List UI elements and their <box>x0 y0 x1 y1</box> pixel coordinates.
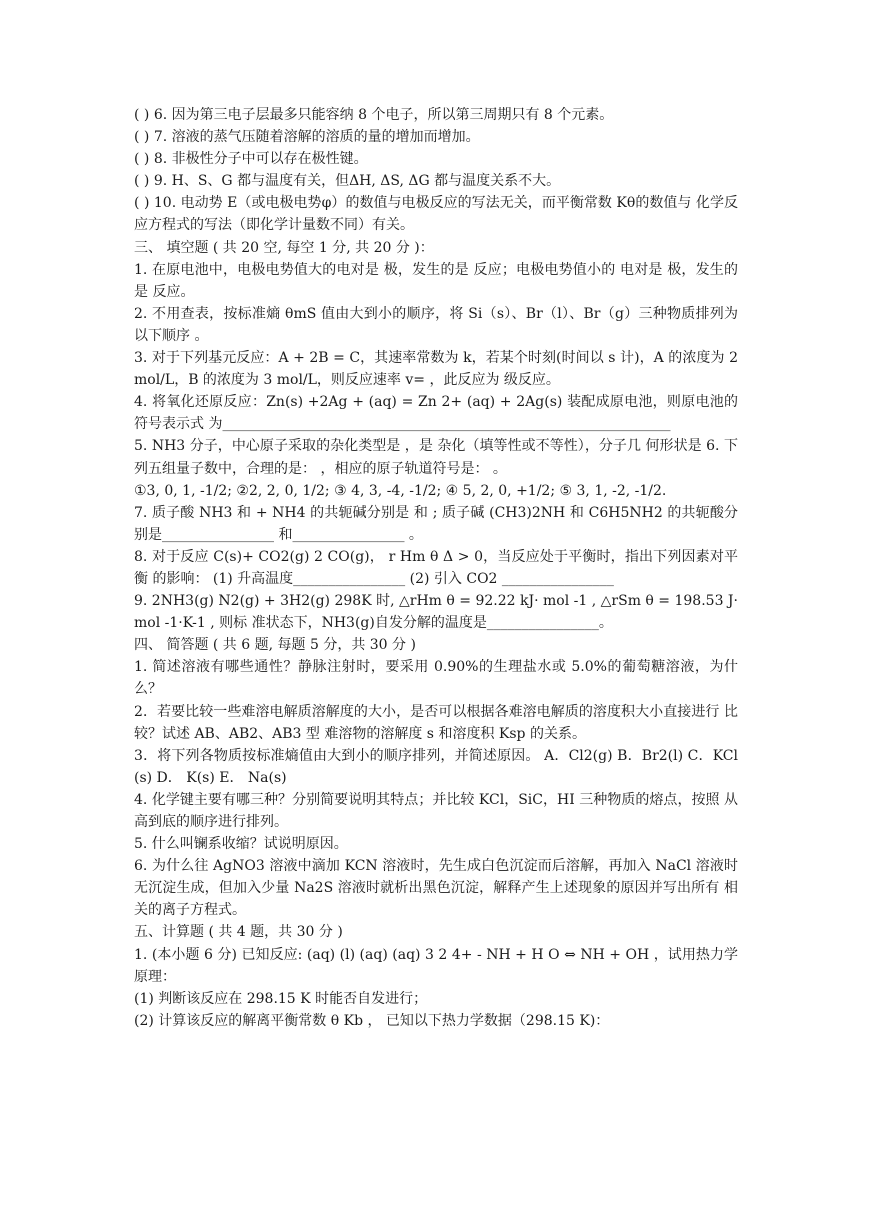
true-false-item-6: ( ) 6. 因为第三电子层最多只能容纳 8 个电子，所以第三周期只有 8 个元素。 <box>134 107 614 123</box>
true-false-item-7: ( ) 7. 溶液的蒸气压随着溶解的溶质的量的增加而增加。 <box>134 129 480 146</box>
fill-in-question-5-6: 5. NH3 分子，中心原子采取的杂化类型是 ，是 杂化（填等性或不等性），分子几 何形状是 6. 下列五组量子数中，合理的是： ，相应的原子轨道符号是： 。 <box>134 438 738 477</box>
document-body <box>134 104 738 1032</box>
section-heading-short-answer: 四、 简答题 ( 共 6 题, 每题 5 分，共 30 分 ) <box>134 637 416 654</box>
short-answer-question-2: 2．若要比较一些难溶电解质溶解度的大小，是否可以根据各难溶电解质的溶度积大小直接进行 比较？试述 AB、AB2、AB3 型 难溶物的溶解度 s 和溶度积 Ksp 的关系。 <box>134 703 738 742</box>
fill-in-question-8: 8. 对于反应 C(s)+ CO2(g) 2 CO(g)， r Hm θ Δ > 0，当反应处于平衡时，指出下列因素对平衡 的影响： (1) 升高温度________________ (2) 引入 CO2 ________________ <box>134 548 738 587</box>
fill-in-question-1: 1. 在原电池中，电极电势值大的电对是 极，发生的是 反应；电极电势值小的 电对是 极，发生的是 反应。 <box>134 261 738 300</box>
true-false-item-8: ( ) 8. 非极性分子中可以存在极性键。 <box>134 151 368 168</box>
section-heading-fill-in: 三、 填空题 ( 共 20 空, 每空 1 分, 共 20 分 )： <box>134 239 434 256</box>
quantum-number-options: ①3, 0, 1, -1/2; ②2, 2, 0, 1/2; ③ 4, 3, -4, -1/2; ④ 5, 2, 0, +1/2; ⑤ 3, 1, -2, -1/2. <box>134 482 667 499</box>
fill-in-question-4: 4. 将氧化还原反应：Zn(s) +2Ag + (aq) = Zn 2+ (aq) + 2Ag(s) 装配成原电池，则原电池的符号表示式 为________________________________________________________________ <box>134 394 738 433</box>
true-false-item-10: ( ) 10. 电动势 E（或电极电势φ）的数值与电极反应的写法无关，而平衡常数 Kθ的数值与 化学反应方程式的写法（即化学计量数不同）有关。 <box>134 195 738 234</box>
calculation-subquestion-1: (1) 判断该反应在 298.15 K 时能否自发进行； <box>134 990 428 1007</box>
fill-in-question-2: 2. 不用查表，按标准熵 θmS 值由大到小的顺序，将 Si（s）、Br（l）、Br（g）三种物质排列为 以下顺序 。 <box>134 305 738 344</box>
calculation-subquestion-2: (2) 计算该反应的解离平衡常数 θ Kb ， 已知以下热力学数据（298.15 K)： <box>134 1012 610 1029</box>
fill-in-question-7: 7. 质子酸 NH3 和 + NH4 的共轭碱分别是 和 ; 质子碱 (CH3)2NH 和 C6H5NH2 的共轭酸分别是________________ 和________________ 。 <box>134 504 738 543</box>
short-answer-question-4: 4. 化学键主要有哪三种？分别简要说明其特点；并比较 KCl，SiC，HI 三种物质的熔点，按照 从高到底的顺序进行排列。 <box>134 791 738 830</box>
short-answer-question-6: 6. 为什么往 AgNO3 溶液中滴加 KCN 溶液时，先生成白色沉淀而后溶解，再加入 NaCl 溶液时 无沉淀生成，但加入少量 Na2S 溶液时就析出黑色沉淀，解释产生上述现象的原因并写出所有 相关的离子方程式。 <box>134 858 738 919</box>
short-answer-question-5: 5. 什么叫镧系收缩？试说明原因。 <box>134 836 348 853</box>
fill-in-question-9: 9. 2NH3(g) N2(g) + 3H2(g) 298K 时, △rHm θ = 92.22 kJ· mol -1 , △rSm θ = 198.53 J· mol -1·K-1 , 则标 准状态下，NH3(g)自发分解的温度是________________。 <box>134 593 738 632</box>
short-answer-question-3: 3．将下列各物质按标准熵值由大到小的顺序排列，并简述原因。 A．Cl2(g) B．Br2(l) C．KCl(s) D． K(s) E． Na(s) <box>134 747 738 786</box>
calculation-question-1: 1. (本小题 6 分) 已知反应: (aq) (l) (aq) (aq) 3 2 4+ - NH + H O ⇔ NH + OH ，试用热力学原理： <box>134 946 738 985</box>
short-answer-question-1: 1. 简述溶液有哪些通性？静脉注射时，要采用 0.90%的生理盐水或 5.0%的葡萄糖溶液，为什 么？ <box>134 659 738 698</box>
fill-in-question-3: 3. 对于下列基元反应：A + 2B = C，其速率常数为 k，若某个时刻(时间以 s 计)，A 的浓度为 2 mol/L，B 的浓度为 3 mol/L，则反应速率 v= ，此反应为 级反应。 <box>134 350 738 389</box>
true-false-item-9: ( ) 9. H、S、G 都与温度有关，但ΔH, ΔS, ΔG 都与温度关系不大。 <box>134 173 561 190</box>
section-heading-calculation: 五、计算题 ( 共 4 题，共 30 分 ) <box>134 924 343 941</box>
